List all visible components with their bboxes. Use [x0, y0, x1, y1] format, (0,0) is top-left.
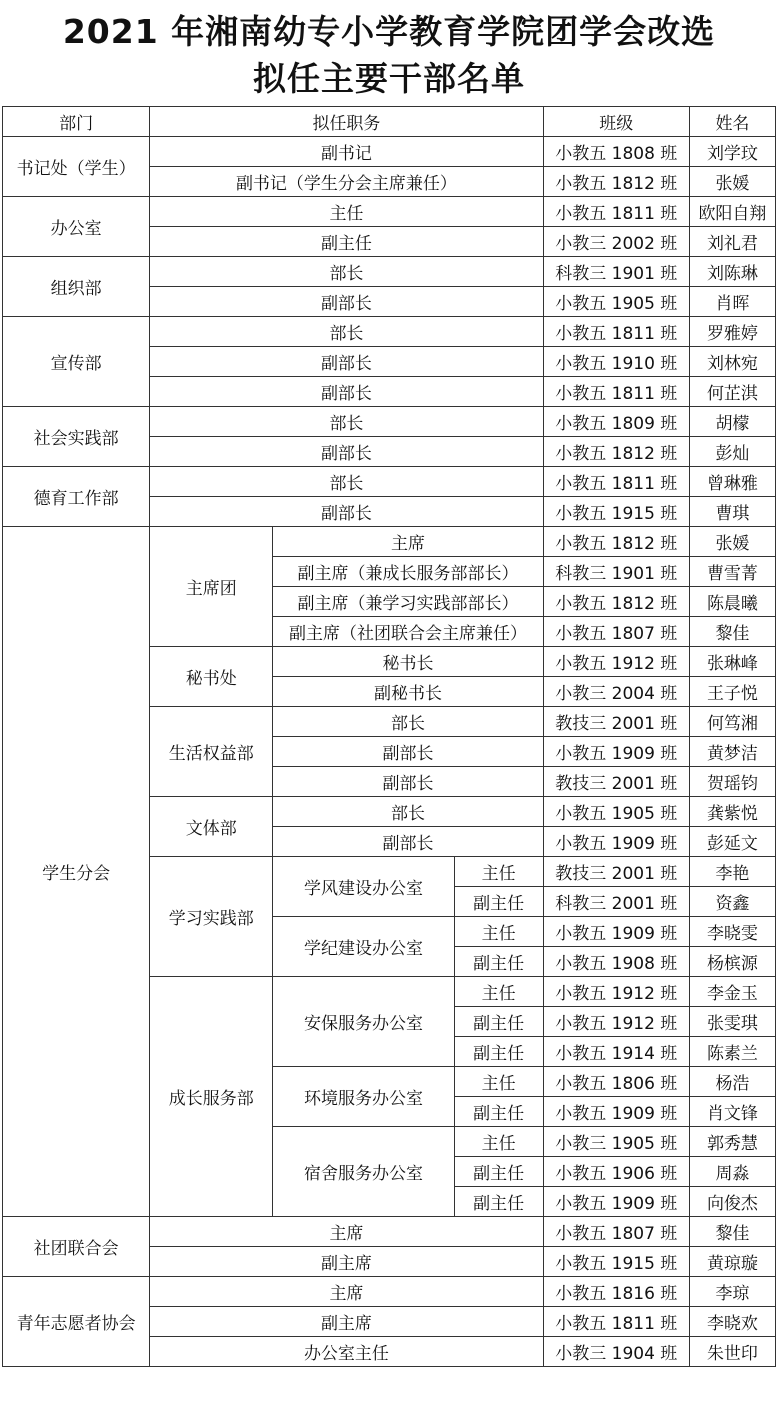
position-cell: 副部长: [273, 767, 543, 797]
class-cell: 小教五 1914 班: [543, 1037, 689, 1067]
class-cell: 小教五 1812 班: [543, 167, 689, 197]
class-cell: 小教五 1811 班: [543, 377, 689, 407]
position-cell: 副主席（社团联合会主席兼任）: [273, 617, 543, 647]
position-cell: 主席: [150, 1217, 544, 1247]
office-cell: 安保服务办公室: [273, 977, 454, 1067]
class-cell: 教技三 2001 班: [543, 707, 689, 737]
position-cell: 主任: [454, 917, 543, 947]
dept-cell: 组织部: [3, 257, 150, 317]
class-cell: 小教三 1905 班: [543, 1127, 689, 1157]
name-cell: 彭灿: [689, 437, 775, 467]
header-position: 拟任职务: [150, 107, 544, 137]
name-cell: 郭秀慧: [689, 1127, 775, 1157]
class-cell: 小教三 2002 班: [543, 227, 689, 257]
position-cell: 副部长: [150, 377, 544, 407]
class-cell: 教技三 2001 班: [543, 857, 689, 887]
name-cell: 王子悦: [689, 677, 775, 707]
position-cell: 副部长: [150, 347, 544, 377]
class-cell: 小教五 1912 班: [543, 647, 689, 677]
class-cell: 科教三 1901 班: [543, 257, 689, 287]
class-cell: 科教三 1901 班: [543, 557, 689, 587]
class-cell: 小教五 1812 班: [543, 587, 689, 617]
class-cell: 科教三 2001 班: [543, 887, 689, 917]
name-cell: 李晓雯: [689, 917, 775, 947]
class-cell: 小教三 2004 班: [543, 677, 689, 707]
table-row: [3, 137, 776, 167]
dept-cell: 社团联合会: [3, 1217, 150, 1277]
table-row: [3, 1217, 776, 1247]
name-cell: 曾琳雅: [689, 467, 775, 497]
class-cell: 小教五 1816 班: [543, 1277, 689, 1307]
position-cell: 部长: [150, 257, 544, 287]
position-cell: 主任: [454, 1067, 543, 1097]
name-cell: 张媛: [689, 167, 775, 197]
name-cell: 龚紫悦: [689, 797, 775, 827]
class-cell: 小教五 1909 班: [543, 737, 689, 767]
name-cell: 曹雪菁: [689, 557, 775, 587]
position-cell: 副主席（兼学习实践部部长）: [273, 587, 543, 617]
header-dept: 部门: [3, 107, 150, 137]
dept-cell: 社会实践部: [3, 407, 150, 467]
class-cell: 小教五 1812 班: [543, 527, 689, 557]
sub-dept-cell: 文体部: [150, 797, 273, 857]
name-cell: 朱世印: [689, 1337, 775, 1367]
position-cell: 副部长: [273, 827, 543, 857]
position-cell: 副部长: [273, 737, 543, 767]
dept-cell: 书记处（学生）: [3, 137, 150, 197]
class-cell: 小教五 1906 班: [543, 1157, 689, 1187]
header-row: [3, 107, 776, 137]
class-cell: 小教五 1812 班: [543, 437, 689, 467]
cadre-list-table: [2, 106, 776, 1367]
position-cell: 秘书长: [273, 647, 543, 677]
class-cell: 小教五 1912 班: [543, 1007, 689, 1037]
position-cell: 部长: [273, 707, 543, 737]
position-cell: 副主任: [454, 1007, 543, 1037]
name-cell: 杨槟源: [689, 947, 775, 977]
position-cell: 部长: [150, 407, 544, 437]
position-cell: 主席: [273, 527, 543, 557]
dept-cell: 青年志愿者协会: [3, 1277, 150, 1367]
name-cell: 刘陈琳: [689, 257, 775, 287]
position-cell: 副部长: [150, 437, 544, 467]
name-cell: 曹琪: [689, 497, 775, 527]
header-name: 姓名: [689, 107, 775, 137]
table-row: [3, 1277, 776, 1307]
name-cell: 胡檬: [689, 407, 775, 437]
name-cell: 李艳: [689, 857, 775, 887]
name-cell: 杨浩: [689, 1067, 775, 1097]
position-cell: 主任: [454, 1127, 543, 1157]
position-cell: 主任: [454, 977, 543, 1007]
position-cell: 副主任: [454, 947, 543, 977]
name-cell: 张雯琪: [689, 1007, 775, 1037]
sub-dept-cell: 成长服务部: [150, 977, 273, 1217]
name-cell: 黎佳: [689, 617, 775, 647]
position-cell: 副主席: [150, 1307, 544, 1337]
class-cell: 小教五 1809 班: [543, 407, 689, 437]
table-row: [3, 257, 776, 287]
dept-cell: 德育工作部: [3, 467, 150, 527]
name-cell: 资鑫: [689, 887, 775, 917]
position-cell: 副部长: [150, 497, 544, 527]
position-cell: 主任: [454, 857, 543, 887]
name-cell: 李琼: [689, 1277, 775, 1307]
position-cell: 副书记: [150, 137, 544, 167]
position-cell: 办公室主任: [150, 1337, 544, 1367]
name-cell: 向俊杰: [689, 1187, 775, 1217]
office-cell: 环境服务办公室: [273, 1067, 454, 1127]
position-cell: 副主任: [454, 1037, 543, 1067]
class-cell: 小教五 1811 班: [543, 197, 689, 227]
position-cell: 部长: [150, 467, 544, 497]
position-cell: 部长: [273, 797, 543, 827]
class-cell: 小教五 1915 班: [543, 1247, 689, 1277]
name-cell: 黄梦洁: [689, 737, 775, 767]
header-class: 班级: [543, 107, 689, 137]
class-cell: 小教五 1909 班: [543, 917, 689, 947]
office-cell: 学纪建设办公室: [273, 917, 454, 977]
name-cell: 张媛: [689, 527, 775, 557]
class-cell: 小教五 1908 班: [543, 947, 689, 977]
table-row: [3, 527, 776, 557]
position-cell: 副主任: [454, 887, 543, 917]
class-cell: 小教五 1909 班: [543, 1097, 689, 1127]
class-cell: 小教五 1910 班: [543, 347, 689, 377]
name-cell: 黄琼璇: [689, 1247, 775, 1277]
class-cell: 小教五 1909 班: [543, 827, 689, 857]
name-cell: 刘礼君: [689, 227, 775, 257]
position-cell: 副书记（学生分会主席兼任）: [150, 167, 544, 197]
position-cell: 主席: [150, 1277, 544, 1307]
dept-cell: 学生分会: [3, 527, 150, 1217]
name-cell: 刘林宛: [689, 347, 775, 377]
name-cell: 彭延文: [689, 827, 775, 857]
position-cell: 主任: [150, 197, 544, 227]
class-cell: 小教五 1806 班: [543, 1067, 689, 1097]
name-cell: 张琳峰: [689, 647, 775, 677]
name-cell: 李晓欢: [689, 1307, 775, 1337]
name-cell: 刘学玟: [689, 137, 775, 167]
dept-cell: 宣传部: [3, 317, 150, 407]
position-cell: 副主任: [454, 1187, 543, 1217]
table-row: [3, 197, 776, 227]
name-cell: 陈晨曦: [689, 587, 775, 617]
class-cell: 小教五 1915 班: [543, 497, 689, 527]
dept-cell: 办公室: [3, 197, 150, 257]
table-row: [3, 317, 776, 347]
class-cell: 小教五 1909 班: [543, 1187, 689, 1217]
sub-dept-cell: 主席团: [150, 527, 273, 647]
name-cell: 李金玉: [689, 977, 775, 1007]
class-cell: 小教三 1904 班: [543, 1337, 689, 1367]
name-cell: 周淼: [689, 1157, 775, 1187]
class-cell: 小教五 1905 班: [543, 287, 689, 317]
name-cell: 肖晖: [689, 287, 775, 317]
table-body: [3, 137, 776, 1367]
office-cell: 宿舍服务办公室: [273, 1127, 454, 1217]
class-cell: 小教五 1905 班: [543, 797, 689, 827]
office-cell: 学风建设办公室: [273, 857, 454, 917]
name-cell: 贺瑶钧: [689, 767, 775, 797]
title-line-1: 2021 年湘南幼专小学教育学院团学会改选: [62, 12, 716, 51]
position-cell: 副秘书长: [273, 677, 543, 707]
class-cell: 小教五 1811 班: [543, 467, 689, 497]
class-cell: 小教五 1811 班: [543, 317, 689, 347]
class-cell: 小教五 1811 班: [543, 1307, 689, 1337]
class-cell: 小教五 1807 班: [543, 617, 689, 647]
table-row: [3, 467, 776, 497]
class-cell: 教技三 2001 班: [543, 767, 689, 797]
name-cell: 肖文锋: [689, 1097, 775, 1127]
class-cell: 小教五 1808 班: [543, 137, 689, 167]
title-line-2: 拟任主要干部名单: [253, 59, 525, 98]
name-cell: 何笃湘: [689, 707, 775, 737]
sub-dept-cell: 生活权益部: [150, 707, 273, 797]
name-cell: 陈素兰: [689, 1037, 775, 1067]
position-cell: 副主任: [454, 1157, 543, 1187]
name-cell: 何芷淇: [689, 377, 775, 407]
name-cell: 黎佳: [689, 1217, 775, 1247]
position-cell: 副主席（兼成长服务部部长）: [273, 557, 543, 587]
class-cell: 小教五 1912 班: [543, 977, 689, 1007]
name-cell: 欧阳自翔: [689, 197, 775, 227]
table-row: [3, 407, 776, 437]
class-cell: 小教五 1807 班: [543, 1217, 689, 1247]
name-cell: 罗雅婷: [689, 317, 775, 347]
position-cell: 副主席: [150, 1247, 544, 1277]
position-cell: 副部长: [150, 287, 544, 317]
position-cell: 部长: [150, 317, 544, 347]
position-cell: 副主任: [150, 227, 544, 257]
sub-dept-cell: 学习实践部: [150, 857, 273, 977]
position-cell: 副主任: [454, 1097, 543, 1127]
sub-dept-cell: 秘书处: [150, 647, 273, 707]
